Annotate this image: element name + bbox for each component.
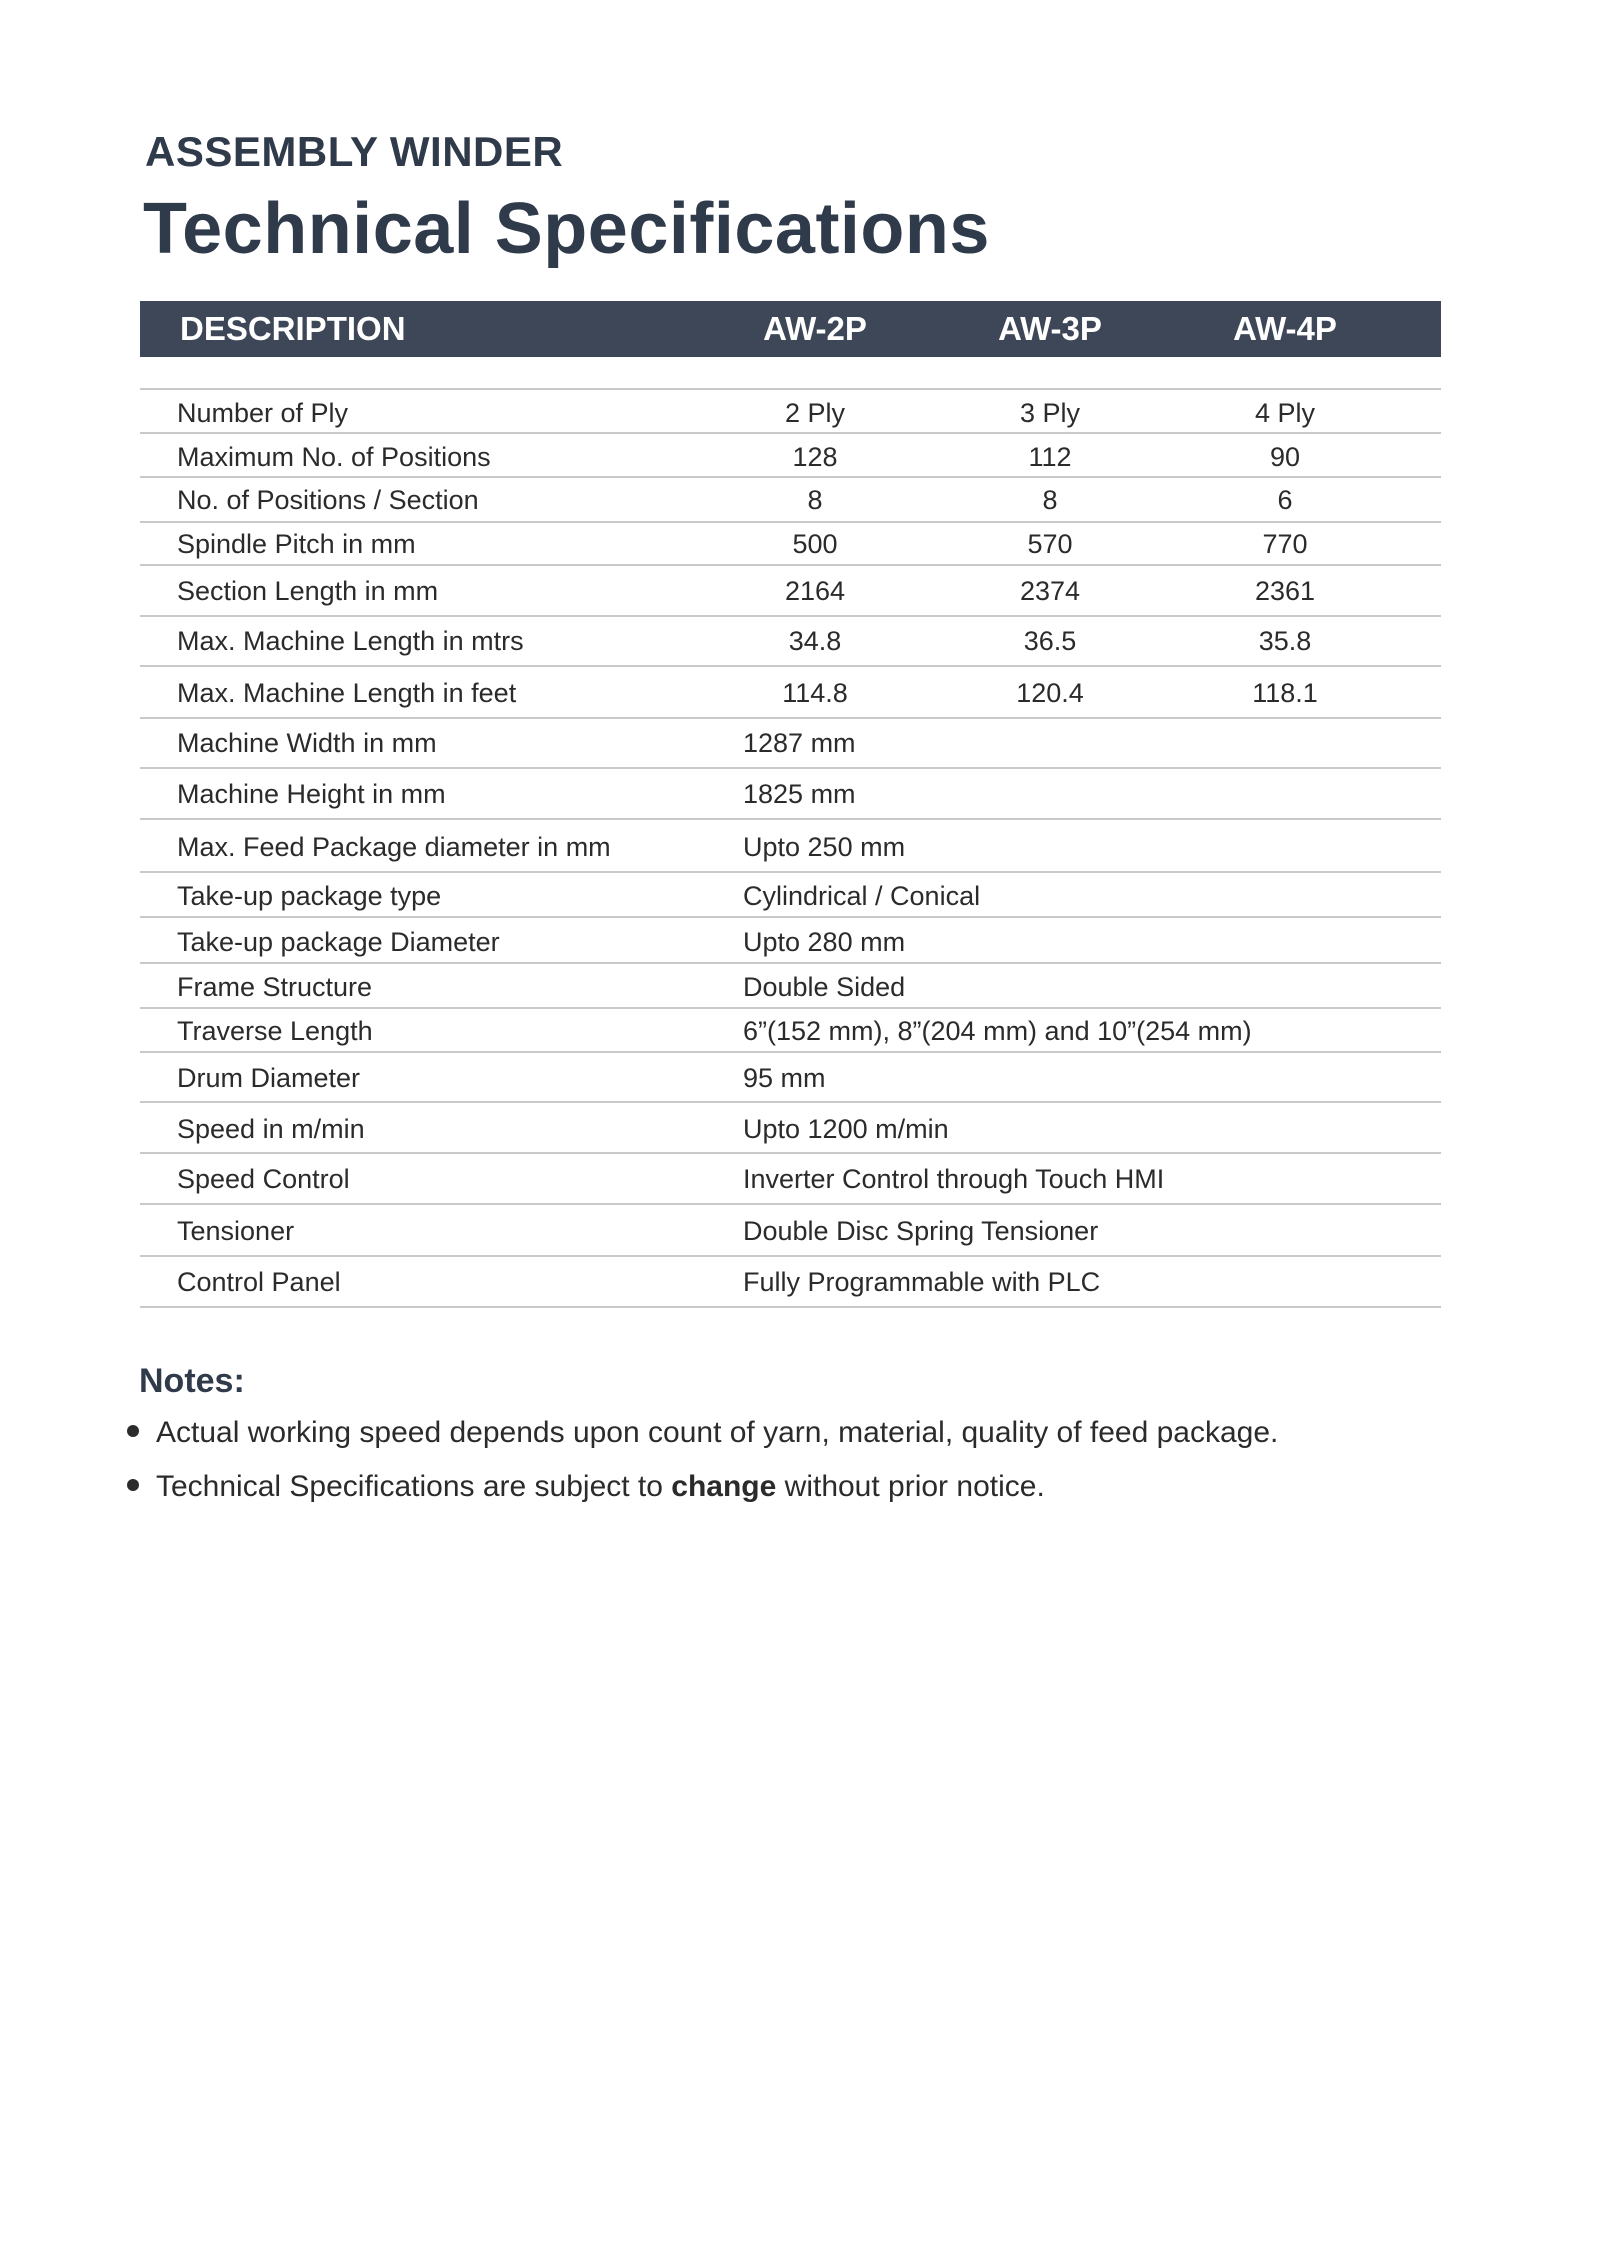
table-row [140,1154,1441,1205]
cell-aw-2p: 8 [807,485,823,515]
cell-aw-3p: 120.4 [1016,678,1084,708]
bullet-icon [127,1479,139,1491]
cell-aw-2p: 114.8 [782,678,848,708]
row-label: Machine Width in mm [177,728,437,758]
row-label: Frame Structure [177,972,373,1002]
table-row [140,523,1441,566]
cell-all-models: Inverter Control through Touch HMI [743,1164,1165,1194]
cell-aw-4p: 35.8 [1258,626,1312,656]
table-row [140,390,1441,434]
cell-all-models: Upto 280 mm [743,927,906,957]
table-header-gap [140,357,1441,390]
column-header-description: DESCRIPTION [180,310,406,347]
cell-aw-3p: 570 [1027,529,1073,559]
table-row [140,1053,1441,1103]
table-row [140,1103,1441,1154]
note-text-bold: change [671,1470,777,1503]
cell-aw-4p: 770 [1262,529,1308,559]
table-row [140,667,1441,719]
row-label: Take-up package type [177,881,442,911]
column-header-aw-2p: AW-2P [763,310,867,347]
cell-aw-3p: 2374 [1019,576,1081,606]
row-label: Speed Control [177,1164,350,1194]
cell-aw-4p: 6 [1277,485,1293,515]
notes-heading: Notes: [139,1362,245,1400]
table-body [140,390,1441,1308]
column-header-aw-3p: AW-3P [998,310,1102,347]
cell-all-models: 6”(152 mm), 8”(204 mm) and 10”(254 mm) [743,1016,1252,1046]
table-row [140,1009,1441,1053]
cell-aw-2p: 128 [792,442,838,472]
row-label: Spindle Pitch in mm [177,529,416,559]
row-label: Max. Machine Length in feet [177,678,517,708]
note-text: Actual working speed depends upon count of yarn, material, quality of feed package. [156,1416,1279,1449]
cell-all-models: Double Disc Spring Tensioner [743,1216,1099,1246]
table-row [140,719,1441,769]
row-label: Tensioner [177,1216,295,1246]
row-label: Drum Diameter [177,1063,361,1093]
table-row [140,769,1441,820]
note-text-before: Technical Specifications are subject to [156,1470,672,1503]
cell-aw-3p: 3 Ply [1019,398,1081,428]
cell-aw-2p: 2 Ply [784,398,846,428]
cell-aw-4p: 90 [1269,442,1301,472]
cell-aw-2p: 2164 [784,576,846,606]
cell-aw-4p: 4 Ply [1254,398,1316,428]
table-row [140,918,1441,964]
table-row [140,873,1441,918]
row-label: Max. Machine Length in mtrs [177,626,524,656]
table-row [140,1257,1441,1308]
cell-all-models: Upto 1200 m/min [743,1114,949,1144]
note-text-after: without prior notice. [776,1470,1045,1503]
note-item-speed [127,1416,1278,1450]
cell-all-models: 1825 mm [743,779,856,809]
note-item-change [127,1470,1045,1504]
document-title: Technical Specifications [143,189,990,269]
cell-all-models: Double Sided [743,972,906,1002]
table-row [140,434,1441,478]
cell-aw-2p: 34.8 [788,626,842,656]
cell-all-models: 1287 mm [743,728,856,758]
row-label: Machine Height in mm [177,779,446,809]
cell-all-models: Cylindrical / Conical [743,881,981,911]
cell-aw-3p: 112 [1028,442,1072,472]
table-row [140,1205,1441,1257]
row-label: Number of Ply [177,398,349,428]
cell-aw-3p: 36.5 [1023,626,1077,656]
document-subtitle: ASSEMBLY WINDER [145,128,564,175]
table-header [140,301,1441,357]
table-row [140,478,1441,523]
row-label: Maximum No. of Positions [177,442,491,472]
table-row [140,820,1441,873]
row-label: Take-up package Diameter [177,927,500,957]
cell-aw-3p: 8 [1042,485,1058,515]
table-row [140,964,1441,1009]
cell-aw-4p: 2361 [1254,576,1316,606]
row-label: Section Length in mm [177,576,439,606]
cell-all-models: 95 mm [743,1063,826,1093]
row-label: No. of Positions / Section [177,485,479,515]
cell-all-models: Upto 250 mm [743,832,906,862]
cell-aw-4p: 118.1 [1252,678,1318,708]
row-label: Control Panel [177,1267,341,1297]
row-label: Max. Feed Package diameter in mm [177,832,611,862]
table-row [140,566,1441,617]
table-row [140,617,1441,667]
cell-all-models: Fully Programmable with PLC [743,1267,1101,1297]
cell-aw-2p: 500 [792,529,838,559]
spec-table [140,301,1441,1308]
row-label: Speed in m/min [177,1114,365,1144]
row-label: Traverse Length [177,1016,373,1046]
column-header-aw-4p: AW-4P [1233,310,1337,347]
bullet-icon [127,1425,139,1437]
